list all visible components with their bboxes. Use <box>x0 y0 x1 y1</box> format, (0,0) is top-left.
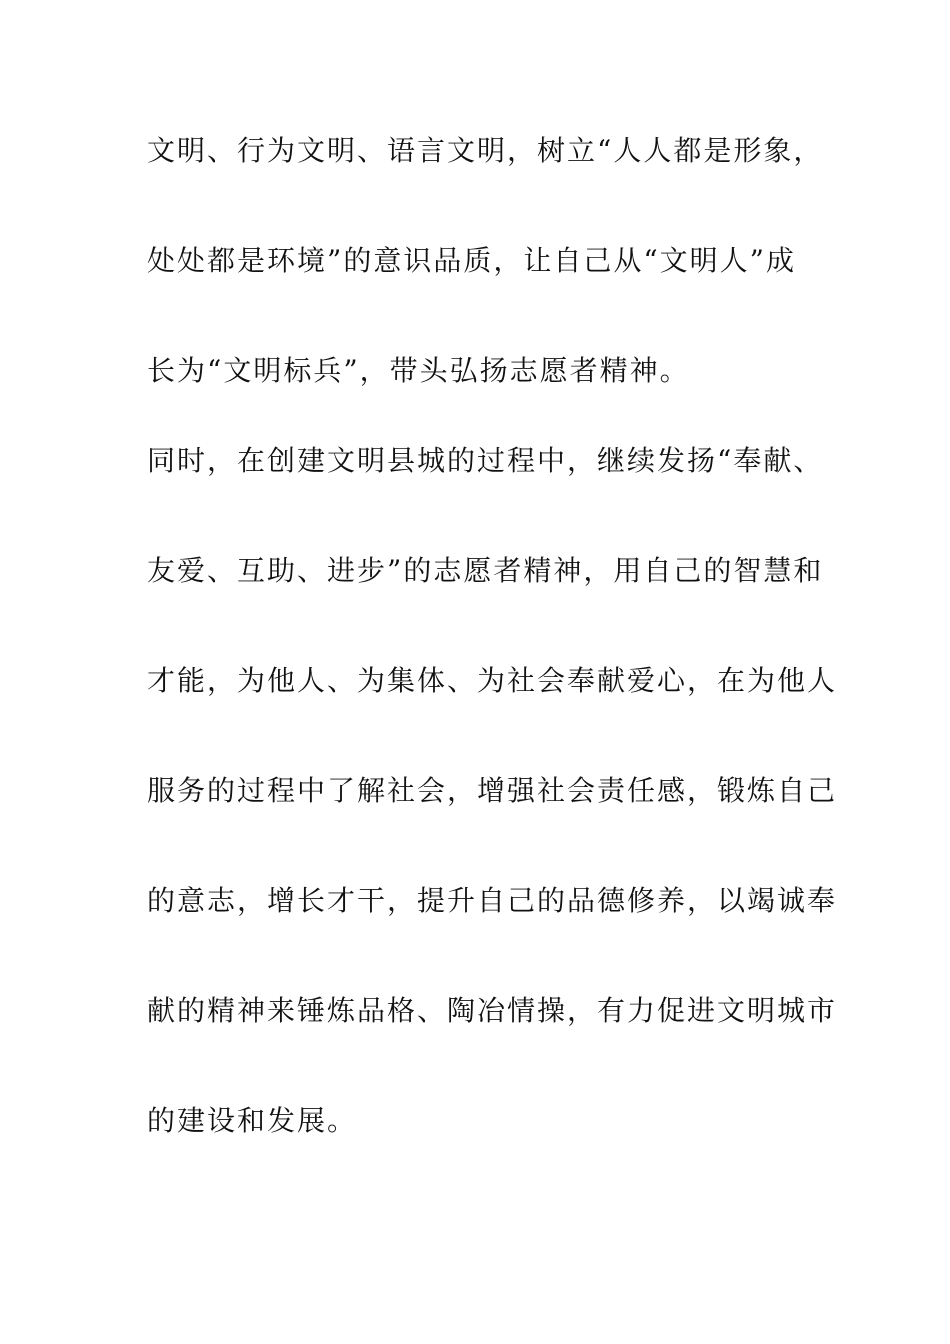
text-line-4: 同时，在创建文明县城的过程中，继续发扬“奉献、 <box>147 444 824 477</box>
text-line-8: 的意志，增长才干，提升自己的品德修养，以竭诚奉 <box>147 884 838 917</box>
text-line-2: 处处都是环境”的意识品质，让自己从“文明人”成 <box>147 244 796 277</box>
text-line-9: 献的精神来锤炼品格、陶冶情操，有力促进文明城市 <box>147 994 838 1027</box>
text-line-7: 服务的过程中了解社会，增强社会责任感，锻炼自己 <box>147 774 838 807</box>
text-line-3: 长为“文明标兵”，带头弘扬志愿者精神。 <box>147 354 690 387</box>
text-line-1: 文明、行为文明、语言文明，树立“人人都是形象， <box>147 134 824 167</box>
text-line-6: 才能，为他人、为集体、为社会奉献爱心，在为他人 <box>147 664 838 697</box>
text-line-10: 的建设和发展。 <box>147 1104 358 1137</box>
text-line-5: 友爱、互助、进步”的志愿者精神，用自己的智慧和 <box>147 554 824 587</box>
